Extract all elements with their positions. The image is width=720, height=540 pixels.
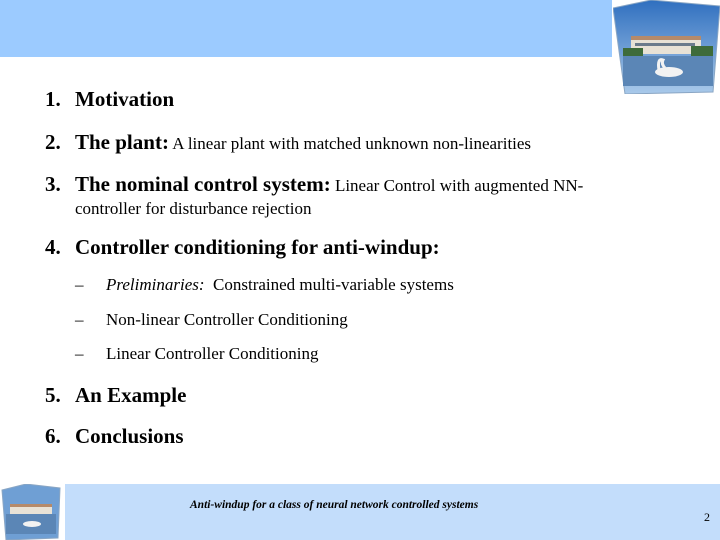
footer-band bbox=[65, 484, 720, 540]
dash-bullet: – bbox=[75, 344, 84, 363]
item-title: The nominal control system: bbox=[75, 172, 331, 196]
subitem-text: Constrained multi-variable systems bbox=[204, 275, 454, 294]
subitem-italic-label: Preliminaries: bbox=[106, 275, 205, 294]
agenda-item-motivation: 1. Motivation bbox=[45, 87, 175, 111]
dash-bullet: – bbox=[75, 275, 84, 294]
agenda-item-plant: 2. The plant: A linear plant with matched unknown non-linearities bbox=[45, 130, 532, 154]
agenda-item-example: 5. An Example bbox=[45, 383, 187, 407]
footer-title: Anti-windup for a class of neural network controlled systems bbox=[190, 499, 479, 511]
agenda-item-nominal-control: 3. The nominal control system: Linear Control with augmented NN- bbox=[45, 172, 584, 196]
item-description-continuation: controller for disturbance rejection bbox=[75, 199, 312, 218]
item-title: Conclusions bbox=[75, 424, 184, 448]
subitem-text: Linear Controller Conditioning bbox=[106, 344, 319, 363]
item-title: The plant: bbox=[75, 130, 169, 154]
subitem-preliminaries bbox=[75, 275, 454, 295]
item-title: Controller conditioning for anti-windup: bbox=[75, 235, 440, 259]
subitem-nonlinear bbox=[75, 310, 348, 330]
page-number: 2 bbox=[704, 510, 710, 524]
footer-logo-image bbox=[0, 484, 62, 540]
header-band bbox=[0, 0, 612, 57]
item-title: An Example bbox=[75, 383, 187, 407]
subitem-linear bbox=[75, 344, 318, 364]
dash-bullet: – bbox=[75, 310, 84, 329]
item-description: A linear plant with matched unknown non-linearities bbox=[168, 134, 532, 153]
subitem-text: Non-linear Controller Conditioning bbox=[106, 310, 348, 329]
agenda-item-conclusions: 6. Conclusions bbox=[45, 424, 184, 448]
item-title: Motivation bbox=[75, 87, 175, 111]
agenda-item-conditioning: 4. Controller conditioning for anti-windup: bbox=[45, 235, 440, 259]
campus-logo-image bbox=[613, 0, 720, 94]
item-description: Linear Control with augmented NN- bbox=[330, 176, 584, 195]
